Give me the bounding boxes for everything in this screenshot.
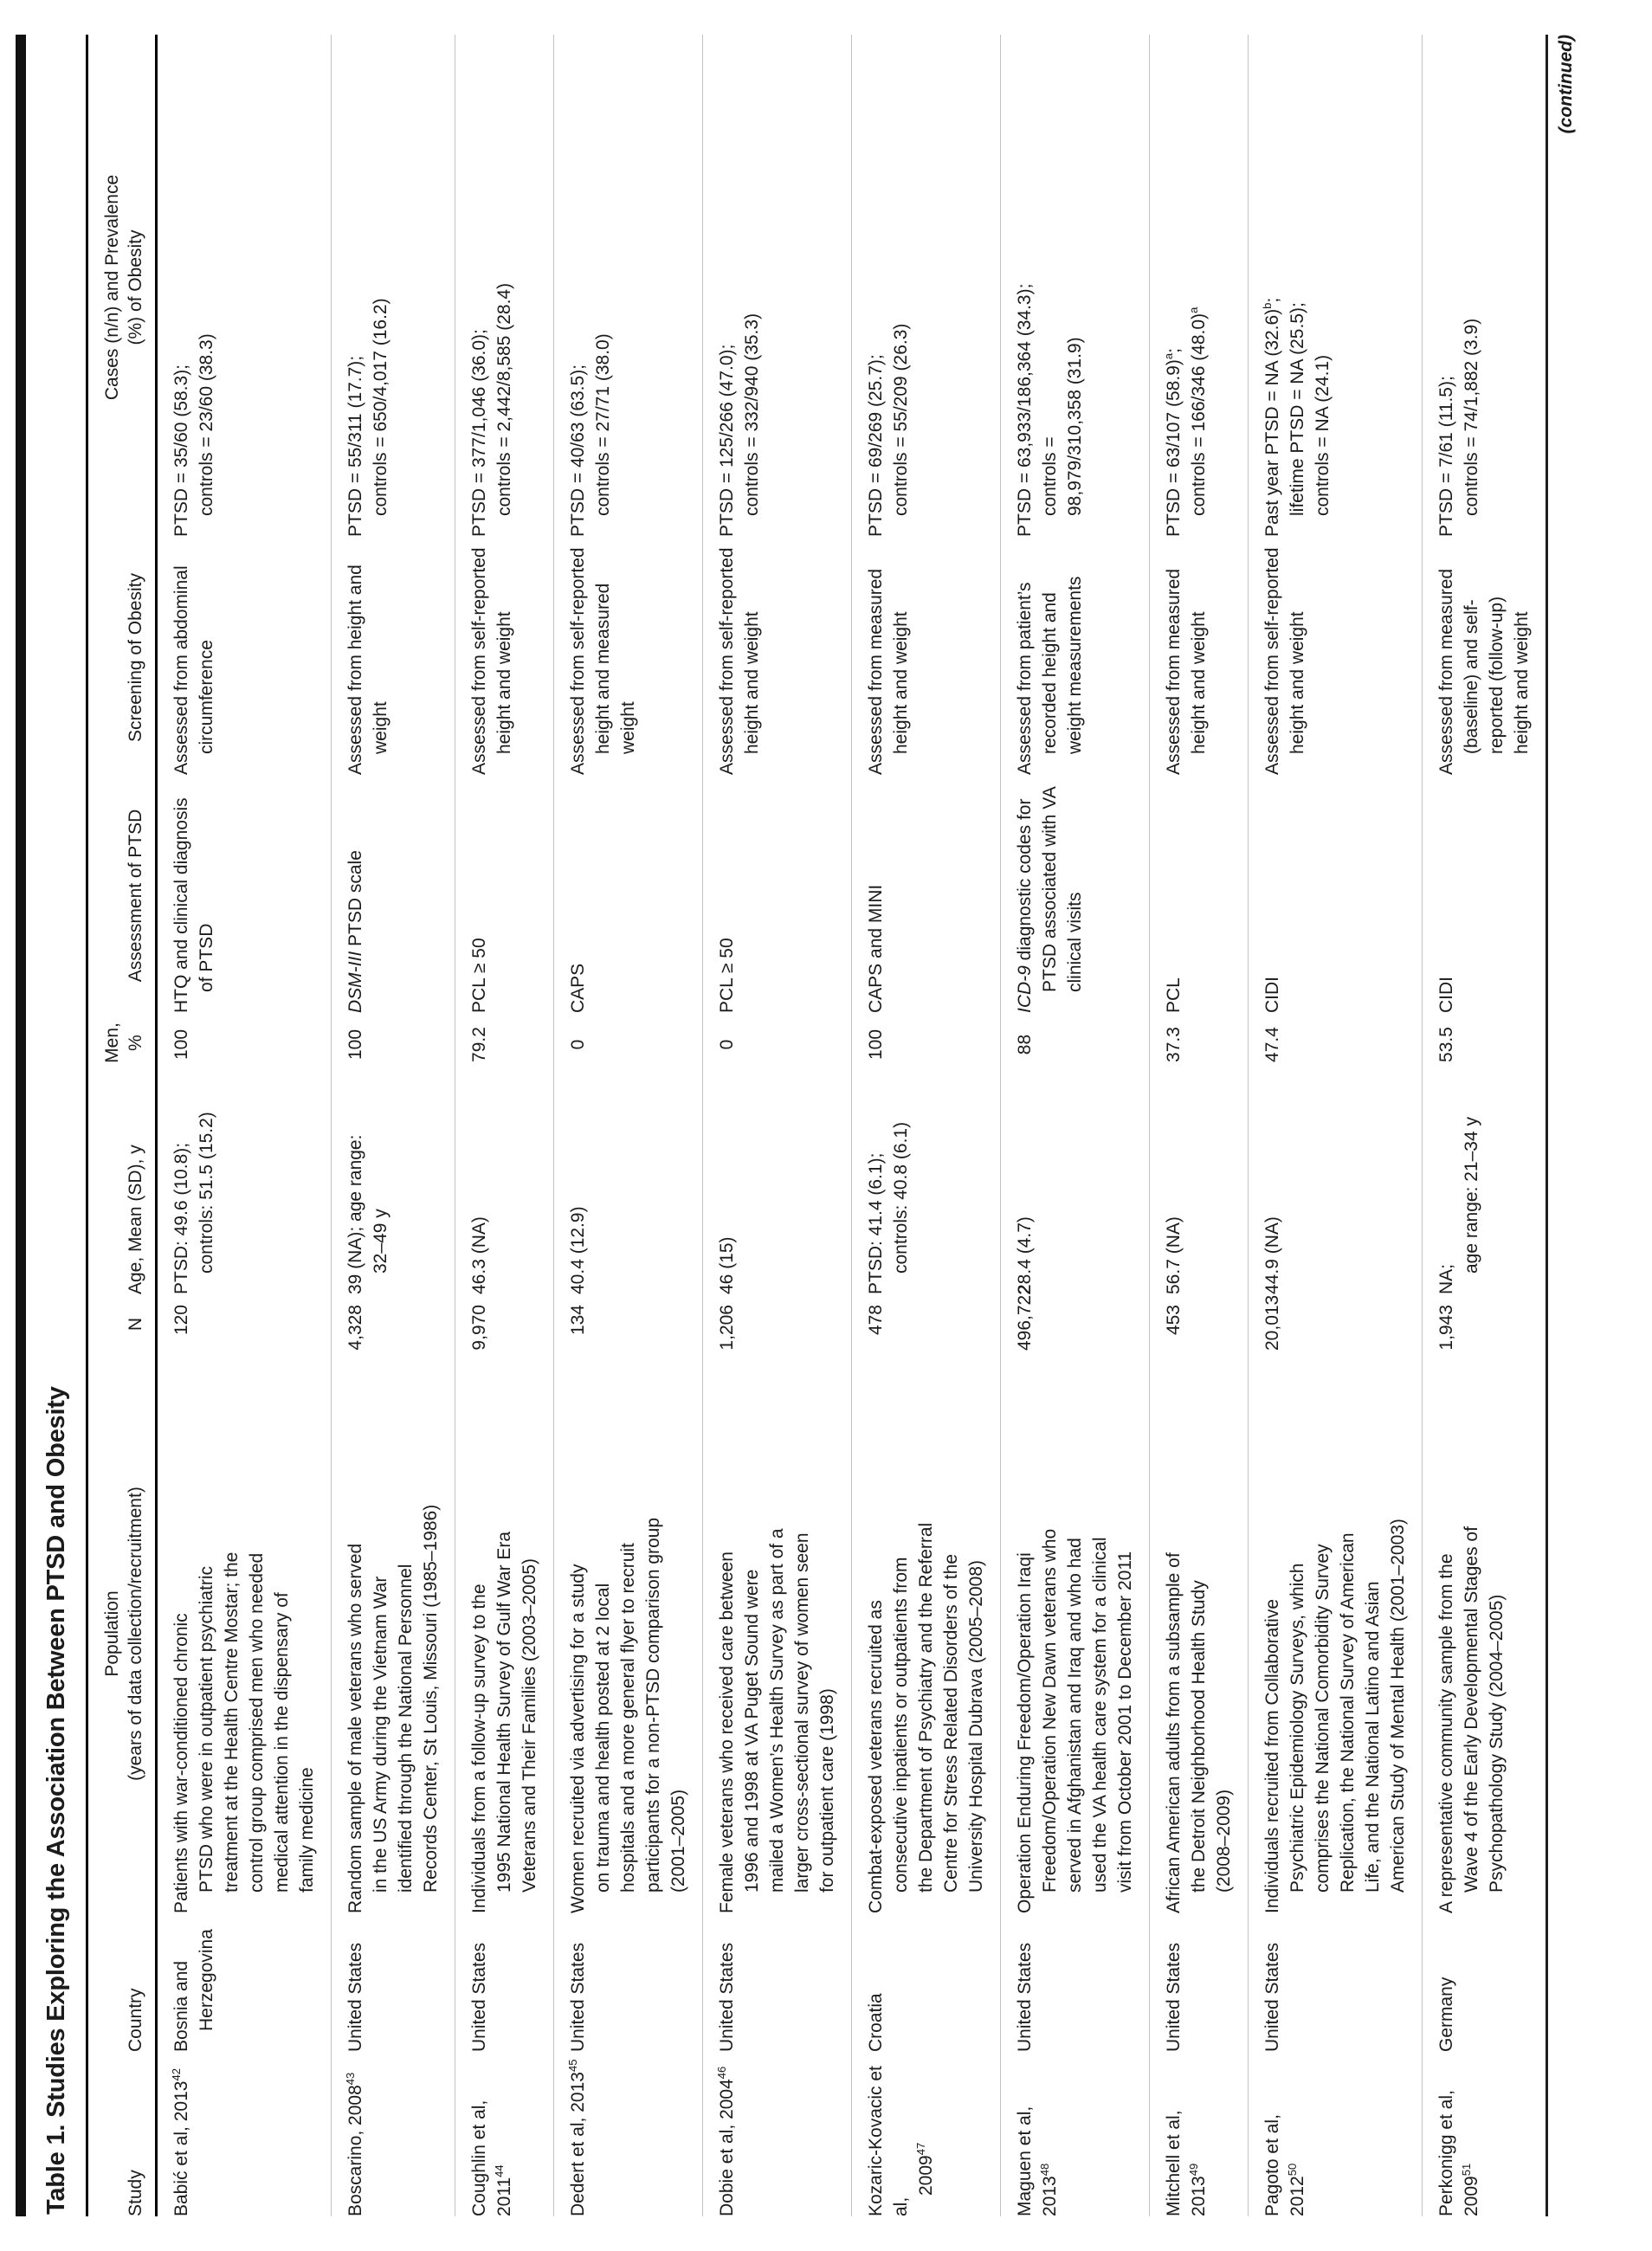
cell-line: PTSD = 40/63 (63.5); xyxy=(568,364,588,537)
col-header-country xyxy=(88,1913,157,2052)
cell-study xyxy=(703,2052,852,2216)
cell-population xyxy=(554,1351,703,1913)
table-top-rule xyxy=(16,35,26,2216)
cell-assessment xyxy=(1150,775,1249,1013)
cell-line: Assessed from abdominal xyxy=(171,565,191,775)
cell-line: controls = xyxy=(1040,436,1060,516)
cell-n: 453 xyxy=(1150,1294,1249,1351)
cell-line: Assessed from self-reported xyxy=(717,547,737,775)
cell-line: the Department of Psychiatry and the Referral xyxy=(916,1522,936,1893)
cell-line: comprises the National Comorbidity Survey xyxy=(1313,1544,1333,1893)
cell-cases xyxy=(1423,35,1547,537)
cell-line: visit from October 2001 to December 2011 xyxy=(1115,1551,1135,1893)
col-header-population xyxy=(88,1351,157,1913)
cell-line: Assessed from measured xyxy=(1436,568,1456,775)
table-row xyxy=(455,35,554,2216)
table-row xyxy=(1001,35,1150,2216)
header-row xyxy=(88,35,157,2216)
header-label: Assessment of PTSD xyxy=(126,809,145,983)
cell-study xyxy=(1249,2052,1423,2216)
cell-line: Assessed from measured xyxy=(1164,568,1184,775)
col-header-screening xyxy=(88,537,157,775)
cell-line: clinical visits xyxy=(1065,892,1085,992)
cell-men-pct: 0 xyxy=(703,1013,852,1069)
cell-cases xyxy=(1001,35,1150,537)
cell-line: United States xyxy=(345,1942,365,2052)
header-label: Screening of Obesity xyxy=(126,573,145,742)
cell-line: Croatia xyxy=(866,1993,886,2052)
cell-line: weight xyxy=(618,701,638,754)
cell-line: Life, and the National Latino and Asian xyxy=(1363,1581,1383,1893)
cell-n: 1,943 xyxy=(1436,1305,1456,1351)
cell-age xyxy=(703,1069,852,1294)
cell-line: PTSD associated with VA xyxy=(1040,786,1060,992)
cell-study xyxy=(455,2052,554,2216)
cell-country xyxy=(1001,1913,1150,2052)
cell-study xyxy=(1150,2052,1249,2216)
col-header-study xyxy=(88,2052,157,2216)
cell-population xyxy=(703,1351,852,1913)
cell-line: NA; xyxy=(1436,1263,1456,1294)
table-row xyxy=(703,35,852,2216)
cell-line: Replication, the National Survey of American xyxy=(1338,1532,1358,1893)
cell-line: height and weight xyxy=(1287,611,1307,754)
cell-screening xyxy=(157,537,332,775)
cell-age xyxy=(1150,1069,1249,1294)
cell-assessment xyxy=(1249,775,1423,1013)
cell-line: controls = 332/940 (35.3) xyxy=(742,313,762,516)
cell-line: 44.9 (NA) xyxy=(1262,1216,1282,1294)
cell-line: United States xyxy=(717,1942,737,2052)
cell-assessment xyxy=(554,775,703,1013)
header-label: Cases (n/n) and Prevalence xyxy=(102,174,122,401)
cell-line: PCL xyxy=(1164,977,1184,1013)
table-row xyxy=(1249,35,1423,2216)
cell-line: CAPS and MINI xyxy=(866,884,886,1013)
cell-cases xyxy=(332,35,455,537)
cell-line: ICD-9 diagnostic codes for xyxy=(1015,798,1035,1013)
cell-line: the Detroit Neighborhood Health Study xyxy=(1189,1580,1209,1893)
table-row xyxy=(852,35,1001,2216)
cell-age xyxy=(455,1069,554,1294)
cell-line: Coughlin et al, 2011$^{44}$ xyxy=(469,2099,514,2216)
cell-line: PTSD = 35/60 (58.3); xyxy=(171,364,191,537)
continued-note: (continued) xyxy=(1556,35,1576,134)
header-label: N xyxy=(126,1317,145,1332)
cell-age xyxy=(1001,1069,1150,1294)
cell-line: United States xyxy=(1015,1942,1035,2052)
table-header xyxy=(88,35,157,2216)
cell-age xyxy=(157,1069,332,1294)
cell-line: Kozaric-Kovacic et al, xyxy=(866,2066,911,2216)
cell-screening xyxy=(1249,537,1423,775)
col-header-assessment xyxy=(88,775,157,1013)
cell-line: height and measured xyxy=(593,583,613,754)
cell-age xyxy=(1249,1069,1423,1294)
cell-line: controls: 40.8 (6.1) xyxy=(891,1121,911,1274)
col-header-cases xyxy=(88,35,157,537)
cell-line: Records Center, St Louis, Missouri (1985–1986) xyxy=(421,1504,441,1893)
cell-line: Female veterans who received care between xyxy=(717,1551,737,1913)
cell-line: PCL ≥ 50 xyxy=(717,938,737,1013)
cell-screening xyxy=(1150,537,1249,775)
cell-country xyxy=(1423,1913,1547,2052)
cell-line: controls = 166/346 $(48.0)^a$ xyxy=(1187,306,1209,516)
table-row xyxy=(1150,35,1249,2216)
cell-line: consecutive inpatients or outpatients from xyxy=(891,1557,911,1893)
table-body xyxy=(157,35,1547,2216)
cell-assessment xyxy=(1001,775,1150,1013)
col-header-men-pct xyxy=(88,1013,157,1069)
cell-n: 496,722 xyxy=(1001,1294,1150,1351)
cell-screening xyxy=(554,537,703,775)
cell-n: 134 xyxy=(554,1294,703,1351)
cell-cases xyxy=(703,35,852,537)
cell-line: height and weight xyxy=(494,611,514,754)
cell-line: United States xyxy=(568,1942,588,2052)
cell-line: Babić et al, 2013$^{42}$ xyxy=(170,2068,191,2216)
cell-country xyxy=(332,1913,455,2052)
cell-line: controls = 27/71 (38.0) xyxy=(593,333,613,516)
cell-line: recorded height and xyxy=(1040,592,1060,754)
studies-table xyxy=(88,35,1548,2216)
cell-men-pct: 53.5 xyxy=(1436,1027,1456,1062)
cell-n: 120 xyxy=(157,1294,332,1351)
cell-n: 9,970 xyxy=(455,1294,554,1351)
cell-population xyxy=(332,1351,455,1913)
cell-line: PTSD = 69/269 (25.7); xyxy=(866,354,886,537)
cell-screening xyxy=(1423,537,1547,775)
cell-line: circumference xyxy=(197,640,216,754)
cell-age xyxy=(852,1069,1001,1294)
cell-population xyxy=(1001,1351,1150,1913)
cell-country xyxy=(1150,1913,1249,2052)
cell-line: controls = 2,442/8,585 (28.4) xyxy=(494,282,514,516)
cell-line: family medicine xyxy=(297,1767,317,1893)
cell-line: Assessed from self-reported xyxy=(469,547,489,775)
cell-country xyxy=(852,1913,1001,2052)
cell-line: Veterans and Their Families (2003–2005) xyxy=(519,1558,539,1893)
cell-line: Past year PTSD = NA $(32.6)^b$; xyxy=(1261,297,1282,537)
cell-line: CIDI xyxy=(1262,977,1282,1013)
cell-n: 20,013 xyxy=(1249,1294,1423,1351)
cell-line: A representative community sample from the xyxy=(1436,1553,1456,1913)
cell-men-pct: 0 xyxy=(554,1013,703,1069)
cell-assessment xyxy=(157,775,332,1013)
table-row xyxy=(554,35,703,2216)
cell-line: DSM-III PTSD scale xyxy=(345,850,365,1013)
cell-line: 46.3 (NA) xyxy=(469,1216,489,1294)
cell-line: CIDI xyxy=(1436,977,1456,1013)
cell-line: treatment at the Health Centre Mostar; the xyxy=(222,1551,242,1893)
cell-men-pct: 37.3 xyxy=(1150,1013,1249,1069)
cell-line: served in Afghanistan and Iraq and who had xyxy=(1065,1538,1085,1893)
cell-cases xyxy=(852,35,1001,537)
cell-line: Psychiatric Epidemiology Surveys, which xyxy=(1287,1563,1307,1893)
cell-line: PTSD: 49.6 (10.8); xyxy=(171,1142,191,1294)
cell-line: medical attention in the dispensary of xyxy=(272,1592,292,1893)
cell-line: United States xyxy=(469,1942,489,2052)
cell-line: 40.4 (12.9) xyxy=(568,1206,588,1294)
header-label: Country xyxy=(126,1988,145,2052)
cell-country xyxy=(1249,1913,1423,2052)
cell-line: Operation Enduring Freedom/Operation Iraqi xyxy=(1015,1552,1035,1913)
cell-line: 56.7 (NA) xyxy=(1164,1216,1184,1294)
cell-line: participants for a non-PTSD comparison group xyxy=(643,1517,663,1893)
cell-study xyxy=(157,2052,332,2216)
cell-line: United States xyxy=(1164,1942,1184,2052)
header-label: Study xyxy=(126,2170,145,2216)
cell-men-pct: 79.2 xyxy=(455,1013,554,1069)
cell-line: Boscarino, 2008$^{43}$ xyxy=(344,2072,365,2216)
cell-age xyxy=(1423,1069,1547,1294)
cell-line: Individuals recruited from Collaborative xyxy=(1262,1599,1282,1913)
cell-line: controls = 650/4,017 (16.2) xyxy=(371,298,390,516)
cell-line: Psychopathology Study (2004–2005) xyxy=(1487,1594,1507,1893)
table-row xyxy=(1423,35,1547,2216)
header-sublabel: (years of data collection/recruitment) xyxy=(126,1487,145,1781)
cell-study xyxy=(554,2052,703,2216)
cell-line: American Study of Mental Health (2001–2003) xyxy=(1388,1519,1408,1893)
header-label: Men, xyxy=(102,1022,122,1063)
cell-assessment xyxy=(332,775,455,1013)
cell-line: (2001–2005) xyxy=(668,1789,688,1893)
cell-screening xyxy=(1001,537,1150,775)
cell-line: height and weight xyxy=(1189,611,1209,754)
cell-assessment xyxy=(1423,775,1547,1013)
cell-line: 39 (NA); age range: xyxy=(345,1134,365,1294)
cell-cases xyxy=(1249,35,1423,537)
cell-n: 1,206 xyxy=(703,1294,852,1351)
cell-assessment xyxy=(852,775,1001,1013)
cell-line: for outpatient care (1998) xyxy=(817,1688,837,1893)
cell-line: (baseline) and self- xyxy=(1462,599,1481,754)
cell-line: PTSD = 55/311 (17.7); xyxy=(345,355,365,537)
cell-line: Freedom/Operation New Dawn veterans who xyxy=(1040,1528,1060,1893)
cell-assessment xyxy=(703,775,852,1013)
cell-line: reported (follow-up) xyxy=(1487,596,1507,754)
cell-line: height and weight xyxy=(891,611,911,754)
cell-line: age range: 21–34 y xyxy=(1462,1117,1481,1274)
cell-population xyxy=(1150,1351,1249,1913)
cell-line: 2009$^{47}$ xyxy=(914,2142,936,2196)
cell-line: Assessed from height and xyxy=(345,564,365,775)
cell-line: 46 (15) xyxy=(717,1236,737,1294)
cell-line: height and weight xyxy=(742,611,762,754)
cell-line: weight measurements xyxy=(1065,576,1085,754)
cell-line: controls = NA (24.1) xyxy=(1313,354,1333,516)
cell-line: Bosnia and xyxy=(171,1960,191,2052)
cell-assessment xyxy=(455,775,554,1013)
cell-line: on trauma and health posted at 2 local xyxy=(593,1583,613,1893)
cell-country xyxy=(455,1913,554,2052)
cell-line: PTSD = 125/266 (47.0); xyxy=(717,344,737,537)
cell-line: Patients with war-conditioned chronic xyxy=(171,1613,191,1913)
cell-population xyxy=(1423,1351,1547,1913)
cell-line: height and weight xyxy=(1512,611,1532,754)
cell-screening xyxy=(703,537,852,775)
cell-line: mailed a Women’s Health Survey as part of a xyxy=(767,1528,787,1893)
cell-age xyxy=(332,1069,455,1294)
cell-n: 4,328 xyxy=(332,1294,455,1351)
cell-cases xyxy=(554,35,703,537)
cell-population xyxy=(852,1351,1001,1913)
header-sublabel: % xyxy=(126,1035,145,1051)
cell-line: lifetime PTSD = NA (25.5); xyxy=(1287,302,1307,516)
cell-line: control group comprised men who needed xyxy=(247,1552,267,1893)
col-header-n xyxy=(88,1294,157,1351)
cell-line: controls = 55/209 (26.3) xyxy=(891,323,911,516)
cell-line: CAPS xyxy=(568,963,588,1013)
cell-country xyxy=(554,1913,703,2052)
table-row xyxy=(332,35,455,2216)
cell-men-pct: 100 xyxy=(332,1013,455,1069)
table-title: Table 1. Studies Exploring the Association Between PTSD and Obesity xyxy=(42,1386,70,2215)
cell-line: HTQ and clinical diagnosis xyxy=(171,797,191,1013)
cell-line: 28.4 (4.7) xyxy=(1015,1216,1035,1294)
cell-line: Perkonigg et al, 2009$^{51}$ xyxy=(1436,2090,1481,2216)
cell-study xyxy=(1001,2052,1150,2216)
cell-line: Assessed from self-reported xyxy=(1262,547,1282,775)
cell-line: PTSD = 63,933/186,364 (34.3); xyxy=(1015,283,1035,537)
cell-men-pct: 100 xyxy=(852,1013,1001,1069)
cell-country xyxy=(703,1913,852,2052)
cell-line: PTSD: 41.4 (6.1); xyxy=(866,1152,886,1294)
cell-population xyxy=(1249,1351,1423,1913)
cell-men-pct: 88 xyxy=(1001,1013,1150,1069)
cell-line: Assessed from patient’s xyxy=(1015,582,1035,775)
cell-line: Wave 4 of the Early Developmental Stages of xyxy=(1462,1526,1481,1893)
header-label: Age, Mean (SD), y xyxy=(126,1145,145,1294)
cell-line: in the US Army during the Vietnam War xyxy=(371,1576,390,1893)
cell-line: Individuals from a follow-up survey to the xyxy=(469,1583,489,1913)
cell-line: controls = 74/1,882 (3.9) xyxy=(1462,318,1481,516)
cell-cases xyxy=(1150,35,1249,537)
cell-cases xyxy=(455,35,554,537)
cell-line: Assessed from self-reported xyxy=(568,547,588,775)
cell-line: Centre for Stress Related Disorders of the xyxy=(941,1553,961,1893)
cell-line: weight xyxy=(371,701,390,754)
cell-line: controls = 23/60 (38.3) xyxy=(197,333,216,516)
header-label: Population xyxy=(102,1590,122,1677)
cell-line: PTSD who were in outpatient psychiatric xyxy=(197,1565,216,1893)
cell-line: Assessed from measured xyxy=(866,568,886,775)
cell-line: University Hospital Dubrava (2005–2008) xyxy=(966,1559,986,1893)
cell-line: Germany xyxy=(1436,1977,1456,2052)
cell-line: PTSD = 63/107 $(58.9)^a$; xyxy=(1162,348,1184,537)
cell-study xyxy=(852,2052,1001,2216)
table-row xyxy=(157,35,332,2216)
cell-screening xyxy=(332,537,455,775)
cell-line: Maguen et al, 2013$^{48}$ xyxy=(1015,2106,1060,2216)
cell-population xyxy=(157,1351,332,1913)
cell-screening xyxy=(852,537,1001,775)
cell-age xyxy=(554,1069,703,1294)
cell-screening xyxy=(455,537,554,775)
cell-line: PTSD = 377/1,046 (36.0); xyxy=(469,329,489,537)
cell-men-pct: 47.4 xyxy=(1249,1013,1423,1069)
header-sublabel: (%) of Obesity xyxy=(126,229,145,345)
cell-line: controls: 51.5 (15.2) xyxy=(197,1112,216,1274)
cell-line: Mitchell et al, 2013$^{49}$ xyxy=(1164,2110,1209,2216)
cell-line: Combat-exposed veterans recruited as xyxy=(866,1600,886,1913)
cell-line: Women recruited via advertising for a study xyxy=(568,1564,588,1913)
cell-line: Herzegovina xyxy=(197,1929,216,2031)
cell-study xyxy=(1423,2052,1547,2216)
cell-line: United States xyxy=(1262,1942,1282,2052)
cell-line: of PTSD xyxy=(197,923,216,992)
cell-country xyxy=(157,1913,332,2052)
cell-line: identified through the National Personnel xyxy=(396,1564,416,1893)
cell-line: used the VA health care system for a clinical xyxy=(1090,1537,1110,1893)
cell-line: Pagoto et al, 2012$^{50}$ xyxy=(1262,2114,1307,2216)
cell-population xyxy=(455,1351,554,1913)
cell-line: larger cross-sectional survey of women seen xyxy=(792,1532,812,1893)
cell-line: 1996 and 1998 at VA Puget Sound were xyxy=(742,1569,762,1893)
col-header-age xyxy=(88,1069,157,1294)
cell-line: Dedert et al, 2013$^{45}$ xyxy=(566,2059,588,2216)
cell-line: Dobie et al, 2004$^{46}$ xyxy=(715,2066,737,2216)
cell-line: 32–49 y xyxy=(371,1209,390,1274)
cell-n: 478 xyxy=(852,1294,1001,1351)
cell-line: hospitals and a more general flyer to recruit xyxy=(618,1543,638,1893)
cell-men-pct: 100 xyxy=(157,1013,332,1069)
cell-cases xyxy=(157,35,332,537)
cell-line: Random sample of male veterans who served xyxy=(345,1543,365,1913)
cell-line: PTSD = 7/61 (11.5); xyxy=(1436,376,1456,537)
cell-study xyxy=(332,2052,455,2216)
cell-line: PCL ≥ 50 xyxy=(469,938,489,1013)
cell-line: 1995 National Health Survey of Gulf War Era xyxy=(494,1531,514,1893)
cell-line: African American adults from a subsample of xyxy=(1164,1552,1184,1913)
cell-line: 98,979/310,358 (31.9) xyxy=(1065,337,1085,516)
cell-line: (2008–2009) xyxy=(1214,1789,1234,1893)
